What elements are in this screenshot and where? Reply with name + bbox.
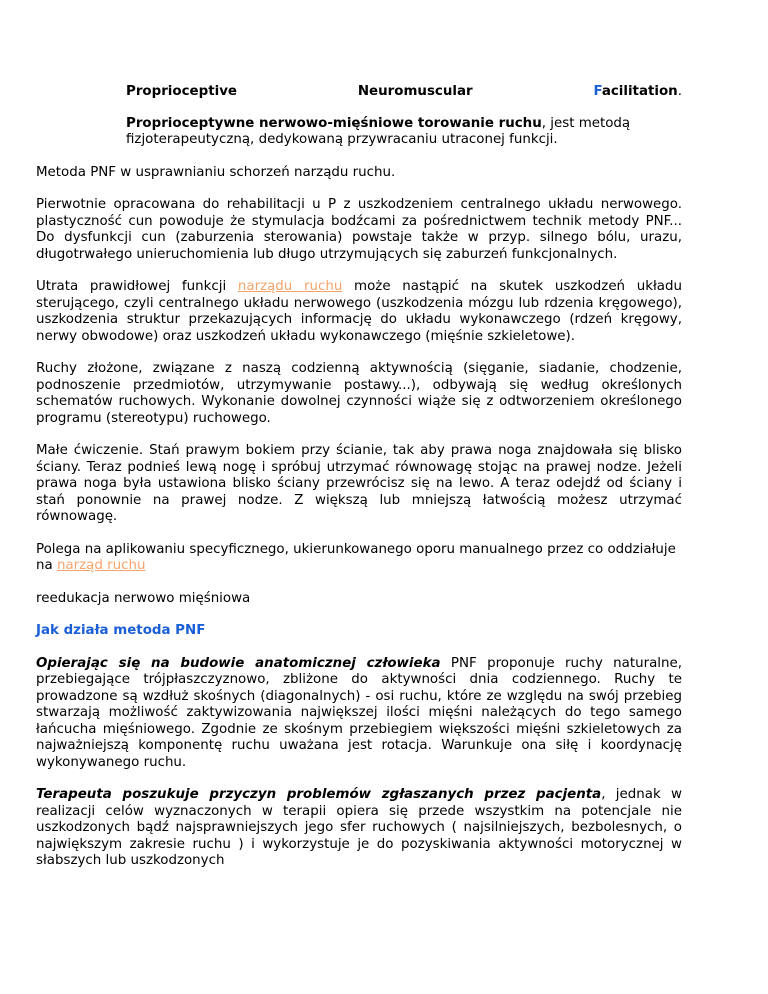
paragraph-reedukacja: reedukacja nerwowo mięśniowa [36, 590, 251, 606]
paragraph-ruchy-zlozone: Ruchy złożone, związane z naszą codzienną aktywnością (sięganie, siadanie, chodzenie, podnoszenie przedmiotów, utrzymywanie postawy...), odbywają się według określonych schematów ruchowych. Wykonanie dowolnej czynności wiąże się z odtworzeniem określonego programu (stereotypu) ruchowego. [36, 361, 682, 426]
terapeuta-text: , jednak w realizacji celów wyznaczonych w terapii opiera się przede wszystkim na potencjale nie uszkodzonych bądź najsprawniejszych jego sfer ruchowych ( najsilniejszych, bezbolesnych, o największym zakresie ruchu ) i wykorzystuje je do pozyskiwania aktywności motorycznej w słabszych lub uszkodzonych [36, 787, 682, 868]
pnf-word-neuromuscular: Neuromuscular [357, 84, 473, 99]
paragraph-opierajac [36, 656, 682, 772]
paragraph-polega [36, 542, 682, 575]
paragraph-pnf-usprawnianie: Metoda PNF w usprawnianiu schorzeń narządu ruchu. [36, 164, 396, 180]
document-page [36, 84, 682, 886]
paragraph-terapeuta [36, 787, 682, 870]
polega-text: Polega na aplikowaniu specyficznego, ukierunkowanego oporu manualnego przez co oddziałuje na [36, 541, 676, 573]
utrata-text-1: Utrata prawidłowej funkcji [36, 279, 238, 294]
paragraph-utrata [36, 279, 682, 345]
paragraph-male-cwiczenie: Małe ćwiczenie. Stań prawym bokiem przy ścianie, tak aby prawa noga znajdowała się blisko ściany. Teraz podnieś lewą nogę i spróbuj utrzymać równowagę stojąc na prawej nodze. Jeżeli prawa noga była ustawiona blisko ściany przewrócisz się na lewo. A teraz odejdź od ściany i stań ponownie na prawej nodze. Z większą lub mniejszą łatwością możesz utrzymać równowagę. [36, 443, 682, 524]
utrata-text-2: może nastąpić na skutek uszkodzeń układu sterującego, czyli centralnego układu nerwowego (uszkodzenia mózgu lub rdzenia kręgowego), uszkodzenia struktur przekazujących informację do układu wykonawczego (rdzeń kręgowy, nerwy obwodowe) oraz uszkodzeń układu wykonawczego (mięśnie szkieletowe). [36, 279, 682, 344]
link-narzad-ruchu[interactable]: narząd ruchu [56, 558, 146, 573]
opierajac-bold-italic: Opierając się na budowie anatomicznej człowieka [36, 655, 441, 671]
section-heading: Jak działa metoda PNF [36, 623, 206, 638]
opierajac-text: PNF proponuje ruchy naturalne, przebiegające trójpłaszczyznowo, zbliżone do aktywności dnia codziennego. Ruchy te prowadzone są wzdłuż skośnych (diagonalnych) - osi ruchu, które ze względu na swój przebieg stwarzają możliwość zaktywizowania największej ilości mięśni należących do tego samego łańcucha mięśniowego. Zgodnie ze skośnym przebiegiem większości mięśni szkieletowych za najważniejszą komponentę ruchu uważana jest rotacja. Warunkuje ona siłę i koordynację wykonywanego ruchu. [36, 655, 682, 770]
pnf-acronym-line [90, 84, 682, 101]
paragraph-pierwotnie: Pierwotnie opracowana do rehabilitacji u P z uszkodzeniem centralnego układu nerwowego. plastyczność cun powoduje że stymulacja bodźcami za pośrednictwem technik metody PNF... Do dysfunkcji cun (zaburzenia sterowania) powstaje także w przyp. silnego bólu, urazu, długotrwałego unieruchomienia lub długo utrzymujących się zaburzeń funkcjonalnych. [36, 197, 682, 262]
pnf-letter-f: F [593, 84, 602, 99]
intro-bold-term: Proprioceptywne nerwowo-mięśniowe torowanie ruchu [126, 115, 542, 131]
intro-text: , jest metodą fizjoterapeutyczną, dedykowaną przywracaniu utraconej funkcji. [126, 115, 631, 147]
pnf-facilitation-rest: acilitation [601, 84, 678, 99]
link-narzadu-ruchu[interactable]: narządu ruchu [237, 279, 343, 294]
pnf-word-facilitation [593, 84, 682, 101]
pnf-period: . [677, 84, 682, 99]
intro-paragraph [90, 116, 682, 149]
terapeuta-bold-italic: Terapeuta poszukuje przyczyn problemów zgłaszanych przez pacjenta [36, 787, 602, 802]
pnf-word-proprioceptive: Proprioceptive [126, 84, 238, 99]
